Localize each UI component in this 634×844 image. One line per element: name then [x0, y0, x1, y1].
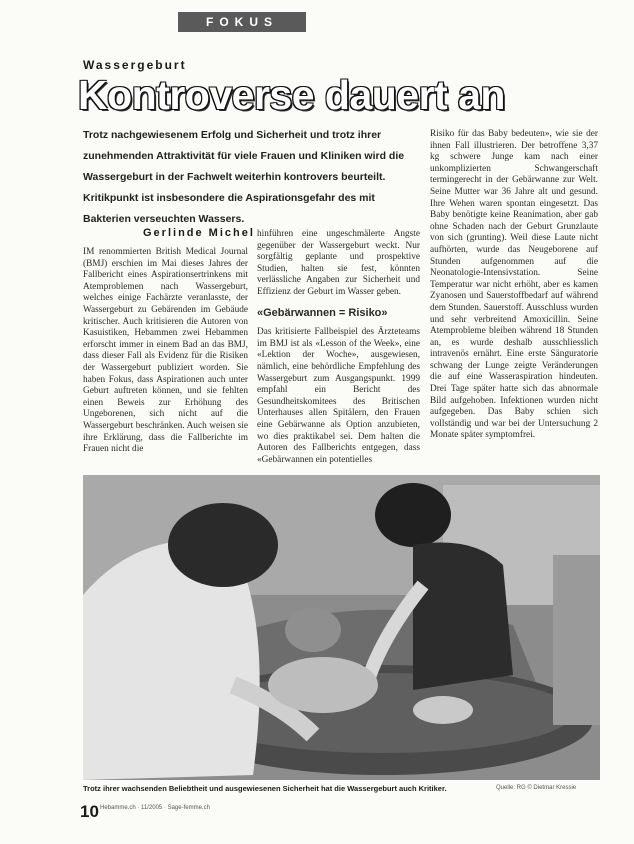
author-byline: Gerlinde Michel	[143, 227, 255, 239]
water-birth-photo	[83, 475, 600, 780]
body-text-1: IM renommierten British Medical Journal (BMJ) erschien im Mai dieses Jahres der Fallbericht eines Aspirationsertrinkens mit Atemproblemen nach Wassergeburt, welches einige Fachärzte veranlasste, der Wassergeburt zu Gebärenden im Gebäude kritischer. Auch kritisieren die Autoren von Kasuistiken, Hebammen zwei Hebammen erforscht immer in einem Bad an das BMJ, dass dieser Fall als Evidenz für die Risiken der Wassergeburt publiziert worden. Sie haben Fokus, dass Aspirationen auch unter Geburt auftreten können, und sie fehlten einen Beweis zur Erhöhung des Ungeborenen, sich nicht auf die Wassergeburt beschränken. Auch weisen sie ihre Erklärung, dass die Fallberichte im Frauen nicht die	[83, 247, 248, 455]
page-footer: Hebamme.ch · 11/2005 · Sage-femme.ch	[100, 805, 210, 811]
subheading: «Gebärwannen = Risiko»	[257, 306, 388, 319]
article-photo	[83, 475, 600, 780]
body-text-3: Risiko für das Baby bedeuten», wie sie der ihnen Fall illustrieren. Der betroffene 3,37 kg schwere Junge kam nach einer unkomplizierten Schwangerschaft termingerecht in der Gebärwanne zur Welt. Seine Mutter war 36 Jahre alt und gesund. Ihre Wehen waren spontan eingesetzt. Das Baby benötigte keine Reanimation, aber gab ohne Schaden nach der Geburt Grunzlaute von sich (grunting). Weil diese Laute nicht aufhörten, wurde das Neugeborene auf Stunden aufgenommen auf die Neonatologie-Intensivstation. Seine Temperatur war nicht erhöht, aber es kamen Zyanosen und Sauerstoffbedarf auf während dem Stunden. Sauerstoff. Ausschluss wurden und sehr verbreitend Amoxicillin. Seine Atemprobleme bleiben während 18 Stunden an, es wurde deshalb ausschliesslich intravenös ernährt. Eine erste Sänguratorie schwang der Lunge zeigte Veränderungen die auf eine Wasseraspiration hindeuten. Drei Tage später hatte sich das abnormale Bild aufgehoben. Infektionen wurden nicht aufgegeben. Das Baby schien sich vollständig und war bei der Untersuchung 2 Monate später symptomfrei.	[430, 129, 598, 441]
photo-credit: Quelle: RG © Dietmar Kressie	[496, 785, 577, 791]
lead-paragraph: Trotz nachgewiesenem Erfolg und Sicherheit und trotz ihrer zunehmenden Attraktivität für viele Frauen und Kliniken wird die Wassergeburt in der Fachwelt weiterhin kontrovers beurteilt. Kritikpunkt ist insbesondere die Aspirationsgefahr des mit Bakterien verseuchten Wassers.	[83, 129, 405, 225]
body-text-2a: hinführen eine ungeschmälerte Ängste gegenüber der Wassergeburt weckt. Nur sorgfältig geplante und prospektive Studien, halten sie fest, könnten verlässliche Angaben zur Sicherheit und Effizienz der Geburt im Wasser geben.	[257, 229, 420, 297]
section-tag: FOKUS	[178, 12, 306, 32]
kicker: Wassergeburt	[83, 58, 187, 72]
page-number: 10	[80, 802, 99, 821]
photo-caption: Trotz ihrer wachsenden Beliebtheit und ausgewiesenen Sicherheit hat die Wassergeburt auch Kritiker.	[83, 784, 447, 793]
headline: Kontroverse dauert an	[78, 72, 505, 118]
body-column-1	[83, 247, 248, 469]
body-column-2	[257, 229, 420, 469]
body-text-2b: Das kritisierte Fallbeispiel des Ärzteteams im BMJ ist als «Lesson of the Week», eine «Lektion der Woche», ausgewiesen, nämlich, eine behördliche Empfehlung des Wassergeburt zum Ausgangspunkt. 1999 empfahl ein Bericht des Gesundheitskomitees des Britischen Unterhauses allen Spitälern, den Frauen eine Gebärwanne als Option anzubieten, wo dies praktikabel sei. Dem halten die Autoren des Fallberichts entgegen, dass «Gebärwannen ein potentielles	[257, 327, 420, 465]
body-column-3	[430, 129, 598, 469]
